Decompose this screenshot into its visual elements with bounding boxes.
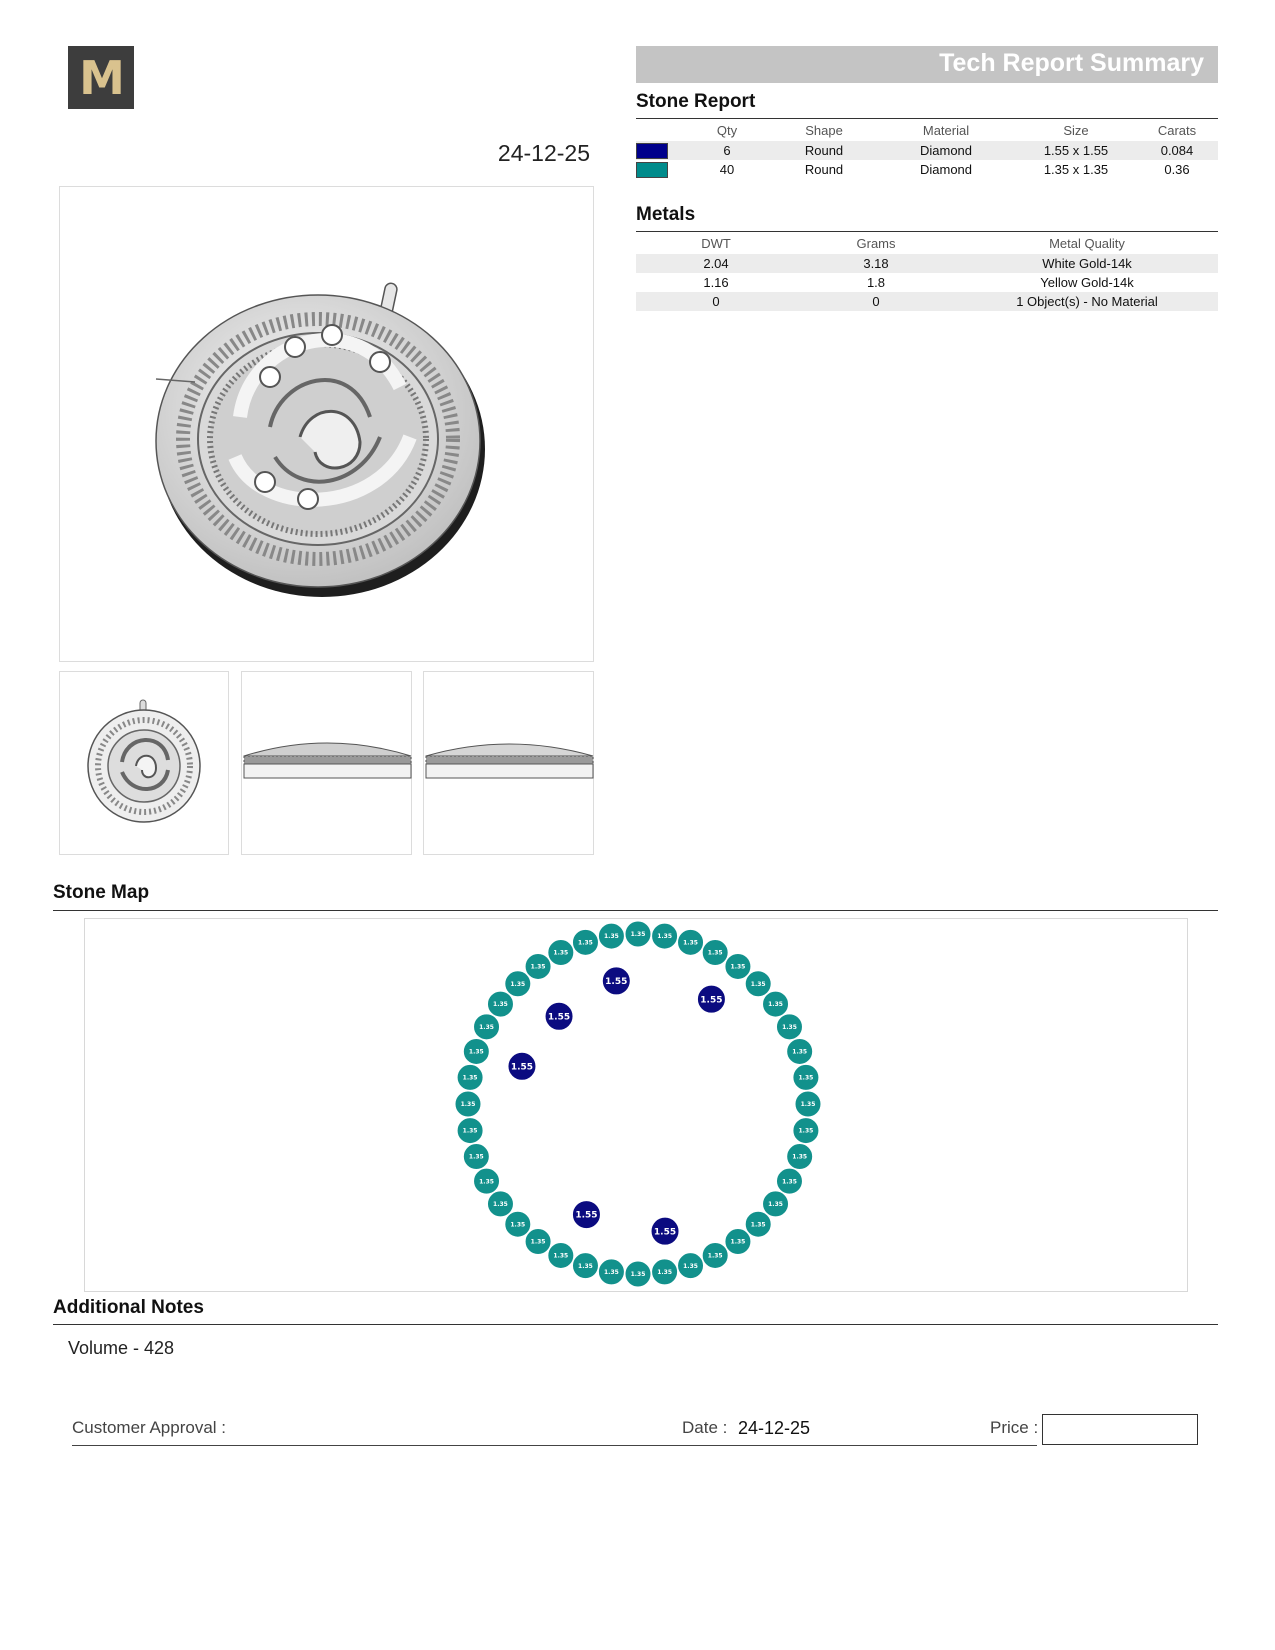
metal-dwt: 2.04 (636, 254, 796, 273)
stone-map-outer-stone (625, 1261, 651, 1287)
stone-map-outer-stone (678, 1253, 704, 1279)
stone-material: Diamond (919, 162, 973, 177)
svg-text:1.35: 1.35 (460, 1101, 476, 1109)
svg-text:1.35: 1.35 (553, 949, 569, 957)
stone-map-outer-stone (776, 1168, 802, 1194)
stone-map-outer-stone (463, 1144, 489, 1170)
stone-map-outer-stone (678, 929, 704, 955)
stone-map-outer-stone (725, 1229, 751, 1255)
column-header-shape: Shape (805, 123, 843, 138)
price-label: Price : (990, 1418, 1039, 1437)
svg-text:1.35: 1.35 (800, 1101, 816, 1109)
svg-text:1.35: 1.35 (493, 1201, 508, 1209)
stone-map-inner-stone (572, 1201, 600, 1229)
stone-map-outer-stone (793, 1118, 819, 1144)
price-field[interactable] (1042, 1414, 1198, 1445)
stone-report-heading: Stone Report (636, 91, 756, 112)
stone-map-outer-stone (652, 923, 678, 949)
stone-map-heading: Stone Map (53, 882, 150, 903)
svg-text:1.35: 1.35 (479, 1178, 494, 1186)
column-header-carats: Carats (1157, 123, 1197, 138)
stone-map-outer-stone (474, 1168, 500, 1194)
stone-map-inner-stone (545, 1002, 573, 1030)
additional-notes-heading: Additional Notes (53, 1297, 204, 1318)
svg-text:1.55: 1.55 (653, 1227, 677, 1238)
svg-text:1.35: 1.35 (510, 980, 526, 988)
notes-rule (53, 1324, 1218, 1325)
column-header-grams: Grams (856, 236, 896, 251)
svg-text:1.35: 1.35 (493, 1001, 508, 1009)
stone-map-outer-stone (572, 929, 598, 955)
stone-report-rule (636, 118, 1218, 119)
svg-text:1.35: 1.35 (603, 1269, 619, 1277)
metal-grams: 0 (796, 292, 956, 311)
stone-map-outer-stone (525, 1229, 551, 1255)
company-logo (68, 46, 134, 109)
stone-map-outer-stone (763, 991, 789, 1017)
stone-map-outer-stone (795, 1091, 821, 1117)
metal-row (636, 254, 1218, 273)
stone-map-outer-stone (548, 940, 574, 966)
svg-text:1.35: 1.35 (462, 1127, 478, 1135)
svg-text:1.35: 1.35 (578, 939, 593, 947)
customer-approval-label: Customer Approval : (72, 1418, 227, 1437)
stone-map-outer-stone (725, 953, 751, 979)
pendant-render-main (59, 186, 594, 662)
stone-map-outer-stone (455, 1091, 481, 1117)
svg-text:1.35: 1.35 (630, 1271, 646, 1279)
svg-text:1.35: 1.35 (468, 1153, 484, 1161)
svg-text:1.35: 1.35 (792, 1048, 808, 1056)
stone-report-table (636, 120, 1218, 179)
svg-text:1.35: 1.35 (578, 1262, 593, 1270)
metal-row (636, 292, 1218, 311)
stone-map-outer-stone (776, 1014, 802, 1040)
svg-text:1.35: 1.35 (553, 1252, 569, 1260)
stone-map-diagram (85, 919, 1189, 1293)
svg-text:1.35: 1.35 (530, 1238, 546, 1246)
notes-text: Volume - 428 (68, 1338, 175, 1358)
stone-color-cell (636, 141, 682, 160)
stone-map-inner-stone (508, 1052, 536, 1080)
stone-size: 1.35 x 1.35 (1043, 162, 1109, 177)
column-header-dwt: DWT (701, 236, 731, 251)
stone-row (636, 160, 1218, 179)
stone-row (636, 141, 1218, 160)
stone-map-rule (53, 910, 1218, 911)
stone-color-swatch (636, 143, 668, 159)
column-header-metal-quality: Metal Quality (1049, 236, 1125, 251)
report-date: 24-12-25 (497, 140, 590, 166)
svg-text:1.35: 1.35 (798, 1127, 814, 1135)
svg-text:1.35: 1.35 (657, 1269, 673, 1277)
stone-map-outer-stone (487, 991, 513, 1017)
svg-text:1.55: 1.55 (700, 995, 723, 1006)
stone-carats: 0.36 (1164, 162, 1190, 177)
pendant-illustration (60, 187, 595, 663)
stone-map-outer-stone (463, 1038, 489, 1064)
svg-text:1.35: 1.35 (510, 1221, 526, 1229)
stone-map-outer-stone (525, 953, 551, 979)
stone-shape: Round (772, 141, 876, 160)
stone-map-outer-stone (702, 1242, 728, 1268)
metal-quality: White Gold-14k (956, 254, 1218, 273)
svg-text:1.35: 1.35 (707, 949, 723, 957)
svg-text:1.35: 1.35 (630, 931, 646, 939)
pendant-front-view (59, 671, 229, 855)
stone-map-outer-stone (474, 1014, 500, 1040)
column-header-material: Material (922, 123, 970, 138)
stone-shape: Round (804, 162, 844, 177)
pendant-side-view (241, 671, 412, 855)
metal-quality: Yellow Gold-14k (1040, 275, 1134, 290)
stone-color-swatch (636, 162, 668, 178)
metals-rule (636, 231, 1218, 232)
svg-text:1.35: 1.35 (530, 963, 546, 971)
date-label: Date : (682, 1418, 728, 1437)
stone-map-inner-stone (697, 985, 725, 1013)
stone-map-outer-stone (763, 1191, 789, 1217)
stone-map-outer-stone (505, 971, 531, 997)
metal-grams: 3.18 (796, 254, 956, 273)
stone-map-outer-stone (625, 921, 651, 947)
svg-text:1.35: 1.35 (798, 1074, 814, 1082)
svg-text:1.35: 1.35 (768, 1201, 783, 1209)
svg-text:1.35: 1.35 (782, 1178, 797, 1186)
logo-letter: M (79, 50, 123, 105)
title-bar (636, 46, 1218, 83)
svg-text:1.55: 1.55 (605, 977, 628, 988)
stone-report-header-row (636, 120, 1218, 141)
pendant-top-view (423, 671, 594, 855)
stone-map-inner-stone (602, 967, 630, 995)
stone-map-outer-stone (745, 971, 771, 997)
stone-map-outer-stone (505, 1211, 531, 1237)
stone-map-inner-stone (651, 1217, 679, 1245)
stone-map-outer-stone (572, 1253, 598, 1279)
stone-map-outer-stone (457, 1064, 483, 1090)
stone-map-outer-stone (787, 1144, 813, 1170)
metal-grams: 1.8 (866, 275, 886, 290)
stone-map-outer-stone (548, 1242, 574, 1268)
page-title: Tech Report Summary (939, 49, 1204, 77)
svg-text:1.35: 1.35 (479, 1023, 494, 1031)
stone-map-outer-stone (745, 1211, 771, 1237)
svg-text:1.55: 1.55 (510, 1062, 534, 1073)
stone-map-outer-stone (487, 1191, 513, 1217)
svg-text:1.35: 1.35 (468, 1048, 484, 1056)
approval-date-value: 24-12-25 (738, 1418, 811, 1438)
stone-map-outer-stone (787, 1038, 813, 1064)
svg-text:1.35: 1.35 (730, 1238, 746, 1246)
svg-text:1.35: 1.35 (750, 1221, 766, 1229)
stone-qty: 6 (682, 141, 772, 160)
stone-map-outer-stone (793, 1064, 819, 1090)
svg-text:1.35: 1.35 (750, 980, 766, 988)
stone-qty: 40 (719, 162, 735, 177)
stone-map-outer-stone (598, 923, 624, 949)
svg-text:1.35: 1.35 (657, 933, 673, 941)
svg-text:1.35: 1.35 (462, 1074, 478, 1082)
svg-text:1.55: 1.55 (575, 1210, 598, 1221)
metals-table (636, 233, 1218, 311)
metal-dwt: 0 (636, 292, 796, 311)
svg-text:1.35: 1.35 (782, 1023, 797, 1031)
svg-text:1.35: 1.35 (730, 963, 746, 971)
svg-text:1.35: 1.35 (768, 1001, 783, 1009)
stone-map-outer-stone (598, 1259, 624, 1285)
metal-row (636, 273, 1218, 292)
metal-quality: 1 Object(s) - No Material (956, 292, 1218, 311)
approval-signature-line (72, 1445, 1037, 1446)
stone-map-outer-stone (652, 1259, 678, 1285)
column-header-qty: Qty (716, 123, 738, 138)
column-header-size: Size (1063, 123, 1089, 138)
stone-material: Diamond (876, 141, 1016, 160)
stone-carats: 0.084 (1136, 141, 1218, 160)
stone-map-outer-stone (702, 940, 728, 966)
svg-text:1.35: 1.35 (603, 933, 619, 941)
stone-size: 1.55 x 1.55 (1016, 141, 1136, 160)
stone-color-cell (636, 160, 682, 179)
svg-text:1.35: 1.35 (683, 939, 698, 947)
stone-map-outer-stone (457, 1118, 483, 1144)
stone-map-panel (84, 918, 1188, 1292)
swatch-column-header (636, 120, 682, 141)
svg-text:1.35: 1.35 (707, 1252, 723, 1260)
svg-text:1.35: 1.35 (683, 1262, 698, 1270)
svg-text:1.35: 1.35 (792, 1153, 808, 1161)
svg-text:1.55: 1.55 (547, 1012, 571, 1023)
metal-dwt: 1.16 (703, 275, 729, 290)
metals-heading: Metals (636, 204, 696, 225)
metals-header-row (636, 233, 1218, 254)
